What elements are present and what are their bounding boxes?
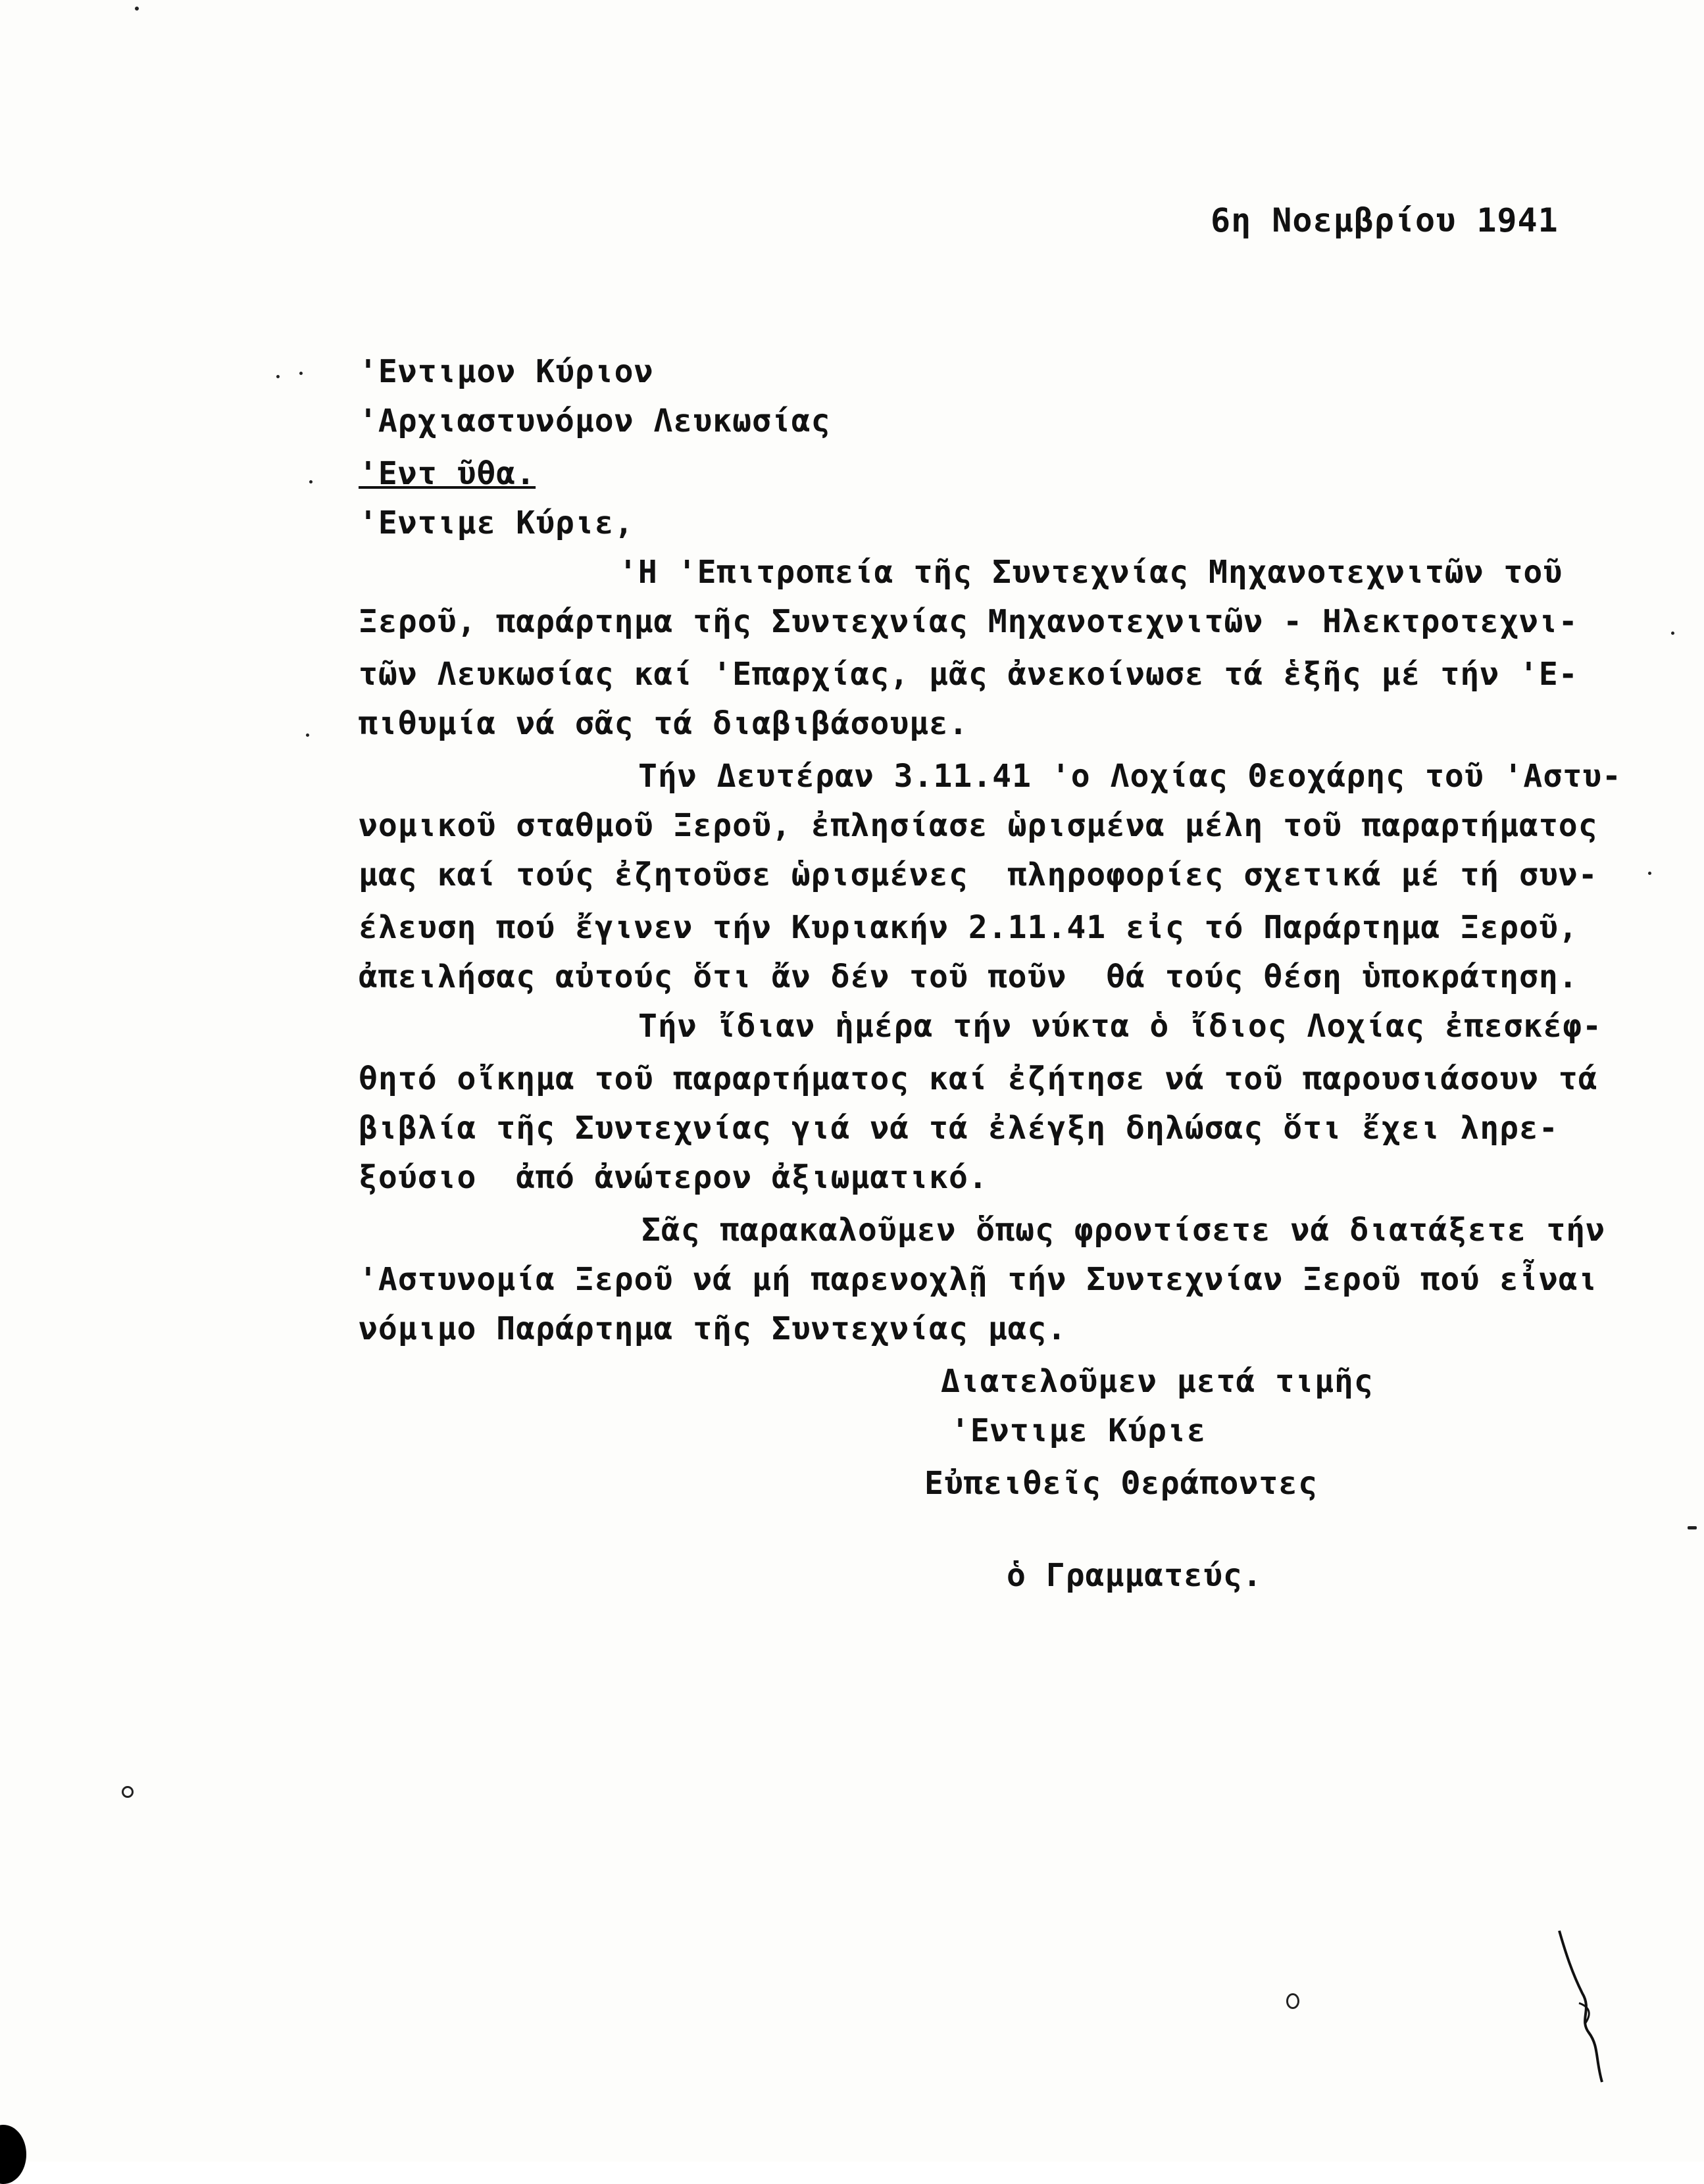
- body-line: Τήν ἴδιαν ἡμέρα τήν νύκτα ὁ ἴδιος Λοχίας ἐπεσκέφ-: [638, 1008, 1603, 1045]
- scan-edge-blot: [0, 2125, 26, 2184]
- body-line: θητό οἴκημα τοῦ παραρτήματος καί ἐζήτησε νά τοῦ παρουσιάσουν τά: [359, 1060, 1598, 1097]
- body-line: έλευση πού ἔγινεν τήν Κυριακήν 2.11.41 εἰς τό Παράρτημα Ξεροῦ,: [359, 909, 1578, 946]
- body-line: νόμιμο Παράρτημα τῆς Συντεχνίας μας.: [359, 1310, 1067, 1347]
- body-line: τῶν Λευκωσίας καί 'Επαρχίας, μᾶς ἀνεκοίνωσε τά ἑξῆς μέ τήν 'Ε-: [359, 656, 1578, 693]
- scan-speck: [1286, 1993, 1299, 2009]
- handwritten-mark: [1553, 1927, 1632, 2085]
- body-line: ἀπειλήσας αὐτούς ὅτι ἄν δέν τοῦ ποῦν θά τούς θέση ὑποκράτηση.: [359, 958, 1578, 995]
- body-line: 'Η 'Επιτροπεία τῆς Συντεχνίας Μηχανοτεχνιτῶν τοῦ: [618, 554, 1563, 591]
- closing-line-3: Εὐπειθεῖς Θεράποντες: [924, 1465, 1318, 1502]
- scan-speck: [309, 480, 313, 484]
- scan-speck: [122, 1786, 134, 1798]
- addressee-line-1: 'Εντιμον Κύριον: [359, 353, 654, 390]
- salutation: 'Εντιμε Κύριε,: [359, 505, 634, 541]
- scan-speck: [1688, 1526, 1697, 1529]
- letter-date: 6η Νοεμβρίου 1941: [1211, 201, 1559, 239]
- scan-speck: [306, 733, 309, 737]
- scan-speck: [1671, 632, 1674, 635]
- body-line: πιθυμία νά σᾶς τά διαβιβάσουμε.: [359, 705, 968, 742]
- signatory: ὁ Γραμματεύς.: [1007, 1557, 1263, 1594]
- body-line: Σᾶς παρακαλοῦμεν ὅπως φροντίσετε νά διατάξετε τήν: [641, 1212, 1606, 1249]
- body-line: 'Αστυνομία Ξεροῦ νά μή παρενοχλῇ τήν Συντεχνίαν Ξεροῦ πού εἶναι: [359, 1261, 1598, 1298]
- closing-line-2: 'Εντιμε Κύριε: [951, 1412, 1207, 1449]
- body-line: νομικοῦ σταθμοῦ Ξεροῦ, ἐπλησίασε ὡρισμένα μέλη τοῦ παραρτήματος: [359, 807, 1598, 844]
- addressee-line-3: 'Εντ ῦθα.: [359, 455, 536, 492]
- scan-speck: [276, 375, 280, 378]
- body-line: βιβλία τῆς Συντεχνίας γιά νά τά ἐλέγξη δηλώσας ὅτι ἔχει ληρε-: [359, 1110, 1559, 1147]
- addressee-line-2: 'Αρχιαστυνόμον Λευκωσίας: [359, 403, 831, 439]
- scan-speck: [135, 7, 139, 11]
- closing-line-1: Διατελοῦμεν μετά τιμῆς: [941, 1363, 1374, 1400]
- scan-speck: [1648, 872, 1651, 875]
- scan-speck: [299, 372, 303, 375]
- body-line: μας καί τούς ἐζητοῦσε ὡρισμένες πληροφορίες σχετικά μέ τή συν-: [359, 856, 1598, 893]
- body-line: Τήν Δευτέραν 3.11.41 'ο Λοχίας Θεοχάρης τοῦ 'Αστυ-: [638, 758, 1622, 795]
- body-line: ξούσιο ἀπό ἀνώτερον ἀξιωματικό.: [359, 1159, 988, 1196]
- body-line: Ξεροῦ, παράρτημα τῆς Συντεχνίας Μηχανοτεχνιτῶν - Ηλεκτροτεχνι-: [359, 603, 1578, 640]
